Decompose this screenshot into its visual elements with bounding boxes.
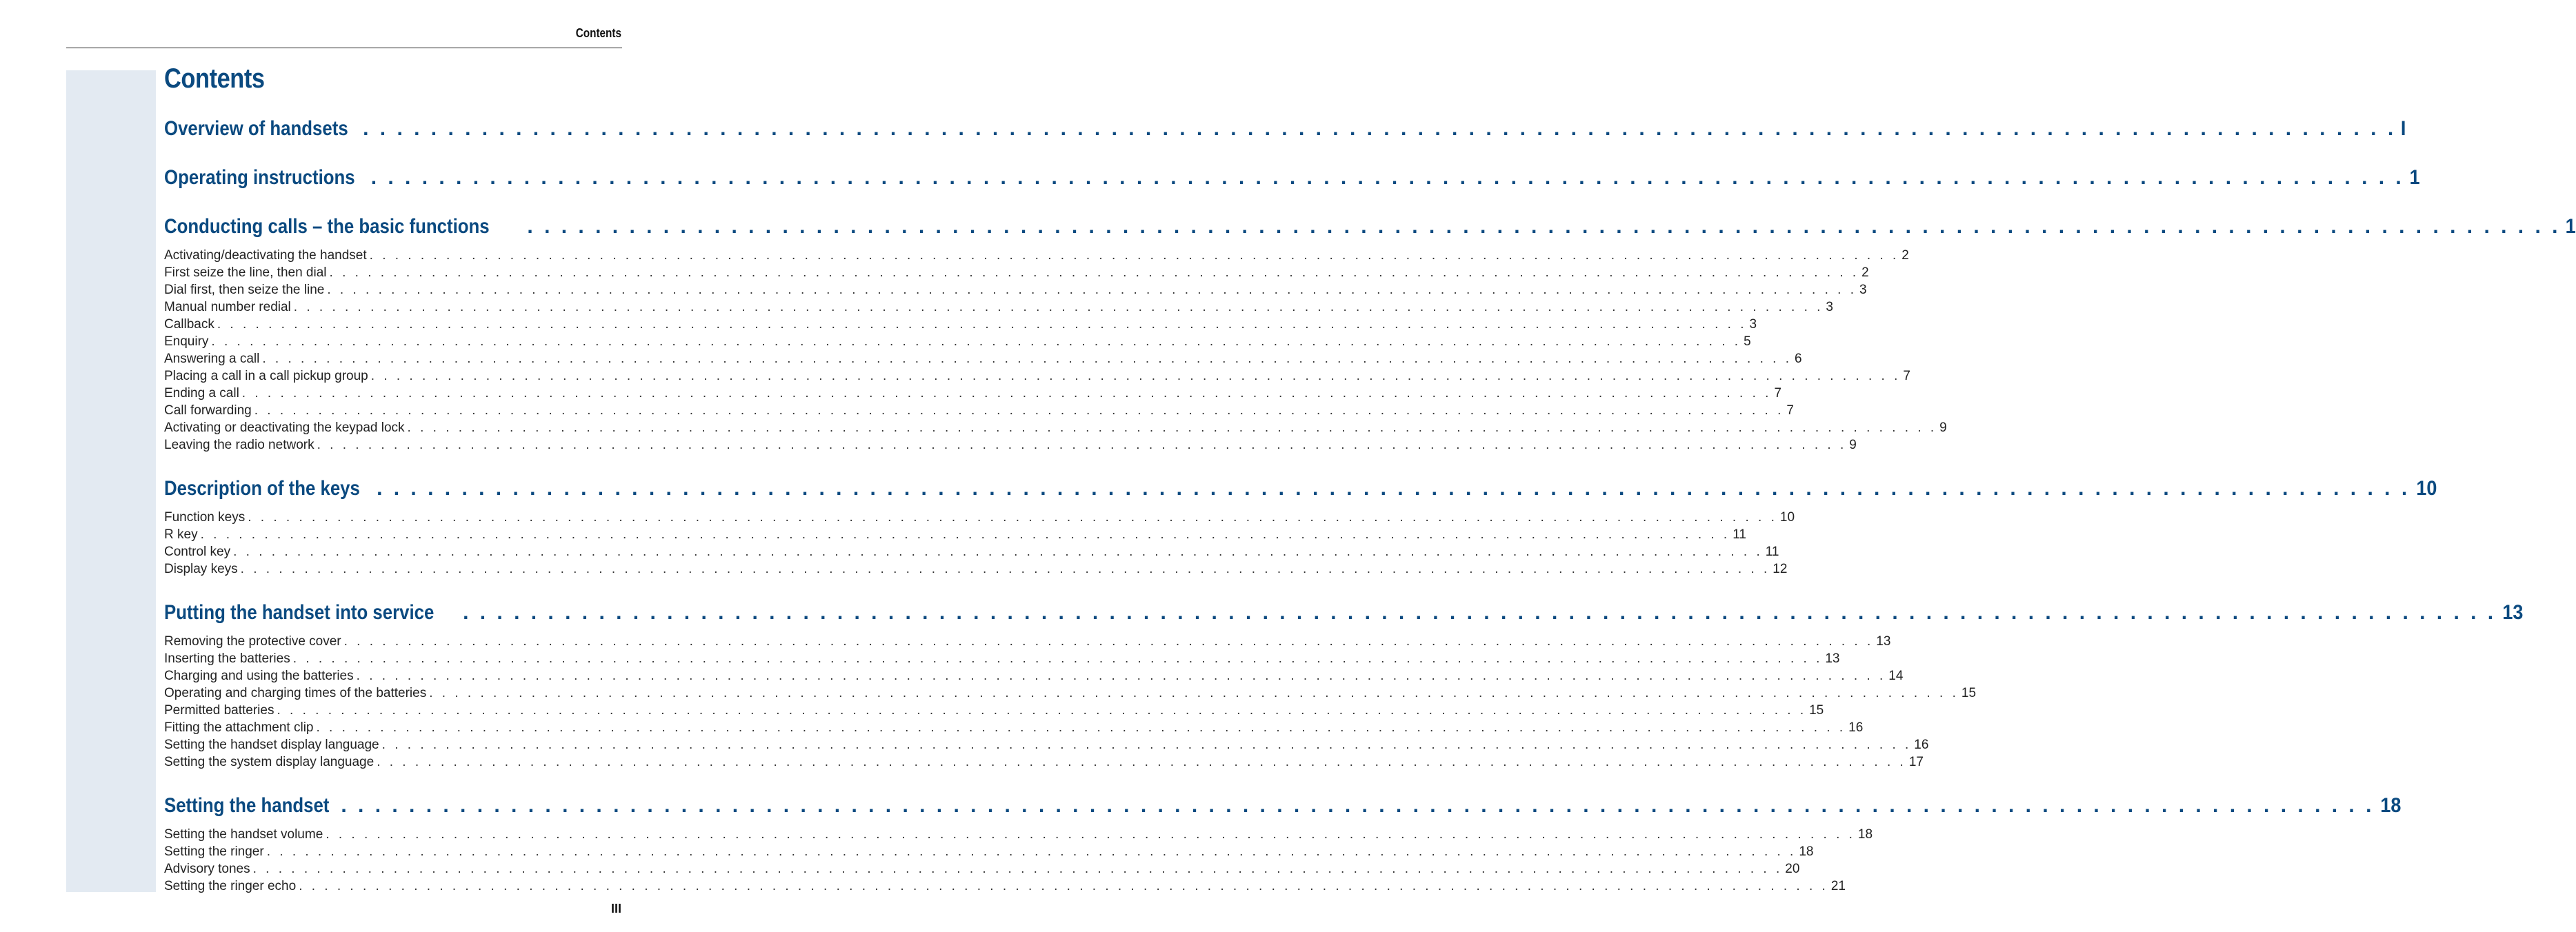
entry-title: Setting the handset display language — [164, 738, 379, 752]
entry-title: Activating or deactivating the keypad lock — [164, 421, 405, 435]
dot-leader: . . . . . . . . . . . . . . . . . . . . . . . . . . . . . . . . . . . . . . . . . . . . . . . . . . . . . . . . . . . . . . . . . . . . . . . . . . . . . . . . . . . . . . . . . . . . . . . . . . . . . . . . . . . . . . . . . . . . . . . . — [326, 827, 1855, 842]
toc-entry[interactable] — [164, 686, 1977, 703]
entry-page: 3 — [1749, 317, 1757, 332]
section-spacer — [164, 148, 621, 166]
entry-page: 3 — [1859, 283, 1867, 297]
entry-page: 18 — [1799, 844, 1814, 859]
entry-title: Inserting the batteries — [164, 651, 290, 666]
dot-leader: . . . . . . . . . . . . . . . . . . . . . . . . . . . . . . . . . . . . . . . . . . . . . . . . . . . . . . . . . . . . . . . . . . . . . . . . . . . . . . . . . . . . . . . . . . . . . . . . . . . . . . . . . . . . . . . . . . . . . . . . — [293, 300, 1824, 314]
section-title: Putting the handset into service — [164, 601, 435, 624]
section-title: Conducting calls – the basic functions — [164, 215, 490, 238]
entry-page: 11 — [1765, 545, 1779, 559]
entry-page: 12 — [1773, 562, 1788, 576]
dot-leader: . . . . . . . . . . . . . . . . . . . . . . . . . . . . . . . . . . . . . . . . . . . . . . . . . . . . . . . . . . . . . . . . . . . . . . . . . . . . . . . . . . . . . . . . . . . . . . . . . . . . . . . . . . . . . . . . . . . . . . . . — [233, 545, 1763, 559]
toc-section — [164, 477, 2437, 579]
entry-page: 17 — [1908, 755, 1924, 769]
dot-leader: . . . . . . . . . . . . . . . . . . . . . . . . . . . . . . . . . . . . . . . . . . . . . . . . . . . . . . . . . . . . . . . . . . . . . . . . . . . . . . . . . . . . . . . . . . . . . . . . . . . . . . . . . . . . . . . . . . . . . . . . — [217, 317, 1747, 332]
entry-page: 20 — [1785, 862, 1800, 876]
toc-entry[interactable] — [164, 283, 1867, 300]
entry-title: Activating/deactivating the handset — [164, 248, 367, 263]
section-title: Description of the keys — [164, 477, 360, 500]
dot-leader: . . . . . . . . . . . . . . . . . . . . . . . . . . . . . . . . . . . . . . . . . . . . . . . . . . . . . . . . . . . . . . . . . . . . . . . . . . . . . . . . . . . . . . . . . . . . . . . . . . . . . . . . . . . . . . . . . . . . . . . . — [252, 862, 1783, 876]
toc-entry[interactable] — [164, 755, 1924, 772]
dot-leader: . . . . . . . . . . . . . . . . . . . . . . . . . . . . . . . . . . . . . . . . . . . . . . . . . . . . . . . . . . . . . . . . . . . . . . . . . . . . . . . . . . . . . . . . . . . . . . . . . . . . . . . . . . . . . . . . . . . . . . . . — [248, 510, 1777, 525]
toc-entry[interactable] — [164, 844, 1814, 862]
entry-page: 18 — [1857, 827, 1873, 842]
entry-page: 13 — [1825, 651, 1840, 666]
entry-title: Permitted batteries — [164, 703, 274, 718]
toc-section-heading[interactable] — [164, 477, 2437, 507]
toc-entry[interactable] — [164, 634, 1891, 651]
dot-leader: . . . . . . . . . . . . . . . . . . . . . . . . . . . . . . . . . . . . . . . . . . . . . . . . . . . . . . . . . . . . . . . . . . . . . . . . . . . . . . . . . . . . . . . . . . . . . . . . . . . . . . . . . . . . . . . . . . . . . . . . — [317, 438, 1847, 452]
toc-entry[interactable] — [164, 527, 1746, 545]
toc-entry[interactable] — [164, 720, 1864, 738]
section-spacer — [164, 579, 621, 601]
toc-entry-list — [164, 827, 1873, 896]
toc-section — [164, 166, 2420, 196]
toc-entry[interactable] — [164, 317, 1757, 334]
toc-entry[interactable] — [164, 510, 1795, 527]
dot-leader: . . . . . . . . . . . . . . . . . . . . . . . . . . . . . . . . . . . . . . . . . . . . . . . . . . . . . . . . . . . . . . . . . . . . . . . . . . . . . . . . . . . . . . . . . . . . . . . . . . . . . . . . . . . . . . . . . . . . . . . . — [343, 634, 1874, 649]
entry-title: Setting the ringer echo — [164, 879, 297, 893]
section-title: Operating instructions — [164, 166, 355, 189]
toc-entry[interactable] — [164, 669, 1904, 686]
toc-entry[interactable] — [164, 562, 1788, 579]
entry-title: Callback — [164, 317, 214, 332]
toc-section — [164, 794, 2402, 896]
dot-leader: . . . . . . . . . . . . . . . . . . . . . . . . . . . . . . . . . . . . . . . . . . . . . . . . . . . . . . . . . . . . . . . . . . . . . . . . . . . . . . . . . . . . . . . . . . . . . . . . . . . . . . . . . . . . . . . . . . . . . . . . — [527, 215, 2561, 238]
entry-title: Call forwarding — [164, 403, 252, 418]
toc-entry[interactable] — [164, 386, 1782, 403]
toc-section — [164, 601, 2524, 772]
entry-page: 2 — [1901, 248, 1909, 263]
entry-title: Dial first, then seize the line — [164, 283, 325, 297]
dot-leader: . . . . . . . . . . . . . . . . . . . . . . . . . . . . . . . . . . . . . . . . . . . . . . . . . . . . . . . . . . . . . . . . . . . . . . . . . . . . . . . . . . . . . . . . . . . . . . . . . . . . . . . . . . . . . . . . . . . . . . . . — [370, 369, 1901, 383]
entry-page: 15 — [1961, 686, 1977, 700]
section-spacer — [164, 455, 621, 477]
section-title: Overview of handsets — [164, 117, 348, 140]
dot-leader: . . . . . . . . . . . . . . . . . . . . . . . . . . . . . . . . . . . . . . . . . . . . . . . . . . . . . . . . . . . . . . . . . . . . . . . . . . . . . . . . . . . . . . . . . . . . . . . . . . . . . . . . . . . . . . . . . . . . . . . . — [266, 844, 1797, 859]
page-title: Contents — [164, 63, 265, 94]
entry-title: Ending a call — [164, 386, 239, 401]
toc-section-heading[interactable] — [164, 117, 2406, 148]
toc-entry[interactable] — [164, 879, 1846, 896]
dot-leader: . . . . . . . . . . . . . . . . . . . . . . . . . . . . . . . . . . . . . . . . . . . . . . . . . . . . . . . . . . . . . . . . . . . . . . . . . . . . . . . . . . . . . . . . . . . . . . . . . . . . . . . . . . . . . . . . . . . . . . . . — [241, 386, 1772, 401]
toc-entry[interactable] — [164, 827, 1873, 844]
dot-leader: . . . . . . . . . . . . . . . . . . . . . . . . . . . . . . . . . . . . . . . . . . . . . . . . . . . . . . . . . . . . . . . . . . . . . . . . . . . . . . . . . . . . . . . . . . . . . . . . . . . . . . . . . . . . . . . . . . . . . . . . — [254, 403, 1784, 418]
entry-page: 7 — [1903, 369, 1910, 383]
toc-section-heading[interactable] — [164, 601, 2524, 631]
entry-title: Enquiry — [164, 334, 209, 349]
entry-page: 15 — [1809, 703, 1824, 718]
entry-page: 21 — [1830, 879, 1846, 893]
dot-leader: . . . . . . . . . . . . . . . . . . . . . . . . . . . . . . . . . . . . . . . . . . . . . . . . . . . . . . . . . . . . . . . . . . . . . . . . . . . . . . . . . . . . . . . . . . . . . . . . . . . . . . . . . . . . . . . . . . . . . . . . — [377, 477, 2410, 500]
entry-title: R key — [164, 527, 198, 542]
dot-leader: . . . . . . . . . . . . . . . . . . . . . . . . . . . . . . . . . . . . . . . . . . . . . . . . . . . . . . . . . . . . . . . . . . . . . . . . . . . . . . . . . . . . . . . . . . . . . . . . . . . . . . . . . . . . . . . . . . . . . . . . — [329, 265, 1859, 280]
running-head: Contents — [575, 26, 621, 40]
toc-entry-list — [164, 634, 1977, 772]
dot-leader: . . . . . . . . . . . . . . . . . . . . . . . . . . . . . . . . . . . . . . . . . . . . . . . . . . . . . . . . . . . . . . . . . . . . . . . . . . . . . . . . . . . . . . . . . . . . . . . . . . . . . . . . . . . . . . . . . . . . . . . . — [341, 794, 2375, 817]
toc-entry[interactable] — [164, 651, 1840, 669]
toc-entry[interactable] — [164, 703, 1824, 720]
section-page: I — [2401, 117, 2406, 140]
section-page: 13 — [2502, 601, 2524, 624]
dot-leader: . . . . . . . . . . . . . . . . . . . . . . . . . . . . . . . . . . . . . . . . . . . . . . . . . . . . . . . . . . . . . . . . . . . . . . . . . . . . . . . . . . . . . . . . . . . . . . . . . . . . . . . . . . . . . . . . . . . . . . . . — [299, 879, 1828, 893]
toc-entry[interactable] — [164, 862, 1800, 879]
toc-section — [164, 215, 2576, 455]
dot-leader: . . . . . . . . . . . . . . . . . . . . . . . . . . . . . . . . . . . . . . . . . . . . . . . . . . . . . . . . . . . . . . . . . . . . . . . . . . . . . . . . . . . . . . . . . . . . . . . . . . . . . . . . . . . . . . . . . . . . . . . . — [463, 601, 2497, 624]
toc-entry[interactable] — [164, 369, 1910, 386]
entry-page: 2 — [1861, 265, 1869, 280]
entry-title: Setting the ringer — [164, 844, 264, 859]
dot-leader: . . . . . . . . . . . . . . . . . . . . . . . . . . . . . . . . . . . . . . . . . . . . . . . . . . . . . . . . . . . . . . . . . . . . . . . . . . . . . . . . . . . . . . . . . . . . . . . . . . . . . . . . . . . . . . . . . . . . . . . . — [262, 352, 1792, 366]
entry-title: Fitting the attachment clip — [164, 720, 314, 735]
section-page: 18 — [2380, 794, 2402, 817]
dot-leader: . . . . . . . . . . . . . . . . . . . . . . . . . . . . . . . . . . . . . . . . . . . . . . . . . . . . . . . . . . . . . . . . . . . . . . . . . . . . . . . . . . . . . . . . . . . . . . . . . . . . . . . . . . . . . . . . . . . . . . . . — [327, 283, 1857, 297]
entry-title: Operating and charging times of the batteries — [164, 686, 427, 700]
entry-title: Manual number redial — [164, 300, 291, 314]
entry-page: 7 — [1786, 403, 1794, 418]
margin-band — [66, 70, 156, 892]
entry-page: 9 — [1939, 421, 1947, 435]
section-title: Setting the handset — [164, 794, 330, 817]
entry-page: 10 — [1779, 510, 1795, 525]
entry-page: 6 — [1794, 352, 1802, 366]
page-number: III — [610, 902, 621, 915]
dot-leader: . . . . . . . . . . . . . . . . . . . . . . . . . . . . . . . . . . . . . . . . . . . . . . . . . . . . . . . . . . . . . . . . . . . . . . . . . . . . . . . . . . . . . . . . . . . . . . . . . . . . . . . . . . . . . . . . . . . . . . . . — [211, 334, 1741, 349]
toc-entry[interactable] — [164, 421, 1947, 438]
dot-leader: . . . . . . . . . . . . . . . . . . . . . . . . . . . . . . . . . . . . . . . . . . . . . . . . . . . . . . . . . . . . . . . . . . . . . . . . . . . . . . . . . . . . . . . . . . . . . . . . . . . . . . . . . . . . . . . . . . . . . . . . — [292, 651, 1823, 666]
dot-leader: . . . . . . . . . . . . . . . . . . . . . . . . . . . . . . . . . . . . . . . . . . . . . . . . . . . . . . . . . . . . . . . . . . . . . . . . . . . . . . . . . . . . . . . . . . . . . . . . . . . . . . . . . . . . . . . . . . . . . . . . — [200, 527, 1730, 542]
entry-title: Answering a call — [164, 352, 260, 366]
entry-title: Placing a call in a call pickup group — [164, 369, 368, 383]
entry-page: 3 — [1826, 300, 1833, 314]
entry-page: 14 — [1888, 669, 1904, 683]
toc-entry[interactable] — [164, 438, 1857, 455]
toc-entry[interactable] — [164, 334, 1751, 352]
entry-page: 9 — [1849, 438, 1857, 452]
dot-leader: . . . . . . . . . . . . . . . . . . . . . . . . . . . . . . . . . . . . . . . . . . . . . . . . . . . . . . . . . . . . . . . . . . . . . . . . . . . . . . . . . . . . . . . . . . . . . . . . . . . . . . . . . . . . . . . . . . . . . . . . — [377, 755, 1906, 769]
entry-title: Charging and using the batteries — [164, 669, 354, 683]
entry-title: Control key — [164, 545, 231, 559]
toc-section-heading[interactable] — [164, 215, 2576, 245]
entry-page: 16 — [1848, 720, 1864, 735]
dot-leader: . . . . . . . . . . . . . . . . . . . . . . . . . . . . . . . . . . . . . . . . . . . . . . . . . . . . . . . . . . . . . . . . . . . . . . . . . . . . . . . . . . . . . . . . . . . . . . . . . . . . . . . . . . . . . . . . . . . . . . . . — [240, 562, 1770, 576]
section-spacer — [164, 196, 621, 215]
toc-entry[interactable] — [164, 738, 1929, 755]
entry-title: Setting the handset volume — [164, 827, 323, 842]
toc-entry[interactable] — [164, 248, 1909, 265]
entry-title: Advisory tones — [164, 862, 250, 876]
entry-page: 5 — [1744, 334, 1751, 349]
entry-page: 11 — [1733, 527, 1746, 542]
dot-leader: . . . . . . . . . . . . . . . . . . . . . . . . . . . . . . . . . . . . . . . . . . . . . . . . . . . . . . . . . . . . . . . . . . . . . . . . . . . . . . . . . . . . . . . . . . . . . . . . . . . . . . . . . . . . . . . . . . . . . . . . — [277, 703, 1807, 718]
dot-leader: . . . . . . . . . . . . . . . . . . . . . . . . . . . . . . . . . . . . . . . . . . . . . . . . . . . . . . . . . . . . . . . . . . . . . . . . . . . . . . . . . . . . . . . . . . . . . . . . . . . . . . . . . . . . . . . . . . . . . . . . — [407, 421, 1937, 435]
toc-entry[interactable] — [164, 545, 1779, 562]
entry-title: Display keys — [164, 562, 238, 576]
toc-section-heading[interactable] — [164, 794, 2402, 824]
table-of-contents — [164, 117, 2576, 896]
toc-entry-list — [164, 510, 1795, 579]
section-spacer — [164, 772, 621, 794]
dot-leader: . . . . . . . . . . . . . . . . . . . . . . . . . . . . . . . . . . . . . . . . . . . . . . . . . . . . . . . . . . . . . . . . . . . . . . . . . . . . . . . . . . . . . . . . . . . . . . . . . . . . . . . . . . . . . . . . . . . . . . . . — [356, 669, 1886, 683]
entry-title: First seize the line, then dial — [164, 265, 327, 280]
toc-entry[interactable] — [164, 352, 1802, 369]
section-page: 1 — [2409, 166, 2420, 189]
toc-entry[interactable] — [164, 265, 1869, 283]
section-page: 1 — [2566, 215, 2576, 238]
dot-leader: . . . . . . . . . . . . . . . . . . . . . . . . . . . . . . . . . . . . . . . . . . . . . . . . . . . . . . . . . . . . . . . . . . . . . . . . . . . . . . . . . . . . . . . . . . . . . . . . . . . . . . . . . . . . . . . . . . . . . . . . — [369, 248, 1899, 263]
toc-section — [164, 117, 2406, 148]
section-page: 10 — [2416, 477, 2437, 500]
dot-leader: . . . . . . . . . . . . . . . . . . . . . . . . . . . . . . . . . . . . . . . . . . . . . . . . . . . . . . . . . . . . . . . . . . . . . . . . . . . . . . . . . . . . . . . . . . . . . . . . . . . . . . . . . . . . . . . . . . . . . . . . — [363, 117, 2397, 140]
entry-page: 13 — [1876, 634, 1891, 649]
toc-entry[interactable] — [164, 300, 1833, 317]
dot-leader: . . . . . . . . . . . . . . . . . . . . . . . . . . . . . . . . . . . . . . . . . . . . . . . . . . . . . . . . . . . . . . . . . . . . . . . . . . . . . . . . . . . . . . . . . . . . . . . . . . . . . . . . . . . . . . . . . . . . . . . . — [370, 166, 2404, 189]
entry-title: Removing the protective cover — [164, 634, 341, 649]
entry-title: Function keys — [164, 510, 246, 525]
toc-entry[interactable] — [164, 403, 1794, 421]
entry-page: 16 — [1914, 738, 1929, 752]
entry-page: 7 — [1774, 386, 1782, 401]
entry-title: Setting the system display language — [164, 755, 375, 769]
toc-section-heading[interactable] — [164, 166, 2420, 196]
toc-entry-list — [164, 248, 1947, 455]
entry-title: Leaving the radio network — [164, 438, 314, 452]
dot-leader: . . . . . . . . . . . . . . . . . . . . . . . . . . . . . . . . . . . . . . . . . . . . . . . . . . . . . . . . . . . . . . . . . . . . . . . . . . . . . . . . . . . . . . . . . . . . . . . . . . . . . . . . . . . . . . . . . . . . . . . . — [429, 686, 1959, 700]
dot-leader: . . . . . . . . . . . . . . . . . . . . . . . . . . . . . . . . . . . . . . . . . . . . . . . . . . . . . . . . . . . . . . . . . . . . . . . . . . . . . . . . . . . . . . . . . . . . . . . . . . . . . . . . . . . . . . . . . . . . . . . . — [316, 720, 1846, 735]
dot-leader: . . . . . . . . . . . . . . . . . . . . . . . . . . . . . . . . . . . . . . . . . . . . . . . . . . . . . . . . . . . . . . . . . . . . . . . . . . . . . . . . . . . . . . . . . . . . . . . . . . . . . . . . . . . . . . . . . . . . . . . . — [381, 738, 1912, 752]
